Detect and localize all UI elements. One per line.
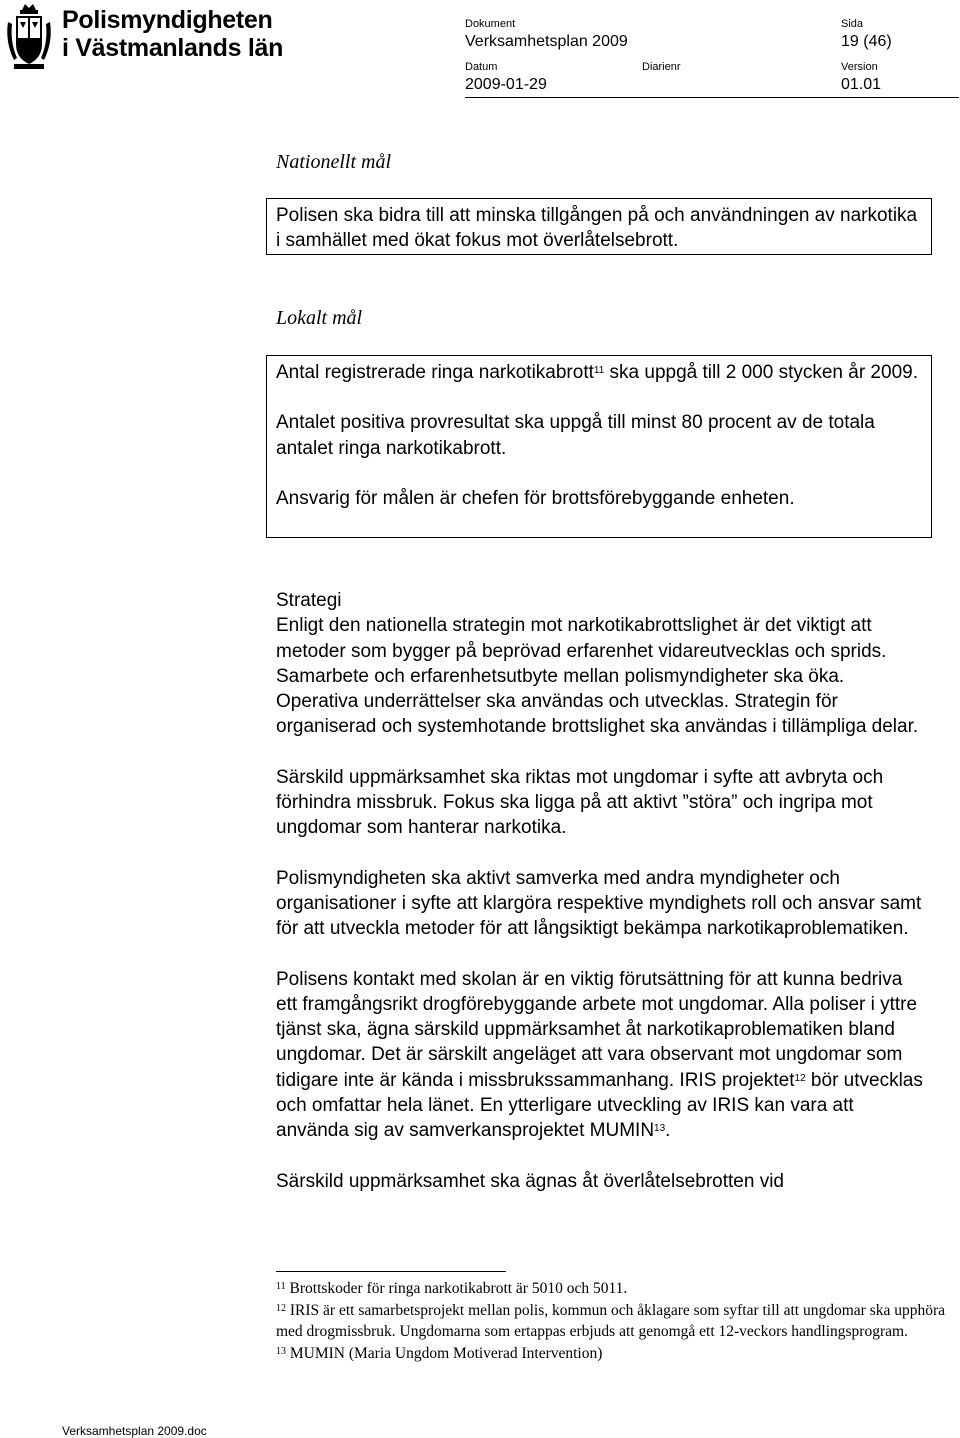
footnote-12: $^{12}$ IRIS är ett samarbetsprojekt mellan polis, kommun och åklagare som syftar till att ungdomar ska upphöra med drogmissbruk. Ungdomarna som ertappas erbjuds att genomgå ett 12-veckors handlingsprogram. <box>276 1301 946 1340</box>
version-label: Version <box>841 61 878 73</box>
footnote-ref-11[interactable]: 11 <box>593 365 605 376</box>
date-value: 2009-01-29 <box>465 76 547 93</box>
footnote-ref-12[interactable]: 12 <box>794 1072 806 1084</box>
document-value: Verksamhetsplan 2009 <box>465 33 628 50</box>
page-value: 19 (46) <box>841 33 892 50</box>
strategy-section <box>276 588 926 1194</box>
date-label: Datum <box>465 61 498 73</box>
version-value: 01.01 <box>841 76 882 93</box>
strategy-paragraph-3: Polismyndigheten ska aktivt samverka med andra myndigheter och organisationer i syfte att klargöra respektive myndighets roll och ansvar samt för att utveckla metoder för att långsiktigt bekämpa narkotikaproblematiken. <box>276 867 922 940</box>
footnote-ref-13[interactable]: 13 <box>654 1123 666 1135</box>
organization-logo-text: Polismyndigheten i Västmanlands län <box>62 6 284 62</box>
national-goal-text: Polisen ska bidra till att minska tillgången på och användningen av narkotika i samhället med ökat fokus mot överlåtelsebrott. <box>276 205 918 252</box>
local-goal-heading: Lokalt mål <box>276 307 363 329</box>
local-goal-paragraph-2: Antalet positiva provresultat ska uppgå till minst 80 procent av de totala antalet ringa narkotikabrott. <box>276 412 875 459</box>
national-goal-heading: Nationellt mål <box>276 151 391 173</box>
strategy-heading: Strategi <box>276 590 342 611</box>
local-goal-paragraph-1: Antal registrerade ringa narkotikabrott$^{11}$ ska uppgå till 2 000 stycken år 2009. <box>276 362 918 383</box>
header-divider <box>465 97 959 98</box>
local-goal-text <box>276 360 926 511</box>
footer-filename: Verksamhetsplan 2009.doc <box>62 1424 207 1438</box>
strategy-paragraph-5: Särskild uppmärksamhet ska ägnas åt överlåtelsebrotten vid <box>276 1170 784 1192</box>
footnote-separator <box>276 1271 506 1272</box>
page-label: Sida <box>841 18 864 30</box>
strategy-paragraph-2: Särskild uppmärksamhet ska riktas mot ungdomar i syfte att avbryta och förhindra missbruk. Fokus ska ligga på att aktivt ”störa” och ingripa mot ungdomar som hanterar narkotika. <box>276 766 884 839</box>
strategy-paragraph-1: Enligt den nationella strategin mot narkotikabrottslighet är det viktigt att metoder som bygger på beprövad erfarenhet vidareutvecklas och sprids. Samarbete och erfarenhetsutbyte mellan polismyndigheter ska öka. Operativa underrättelser ska användas och utvecklas. Strategin för organiserad och systemhotande brottslighet ska användas i tillämpliga delar. <box>276 615 919 738</box>
diarienr-label: Diarienr <box>642 61 681 73</box>
footnote-13: $^{13}$ MUMIN (Maria Ungdom Motiverad Intervention) <box>276 1344 603 1362</box>
footnotes <box>276 1278 956 1364</box>
local-goal-paragraph-3: Ansvarig för målen är chefen för brottsförebyggande enheten. <box>276 487 795 509</box>
document-label: Dokument <box>465 18 516 30</box>
footnote-11: $^{11}$ Brottskoder för ringa narkotikabrott är 5010 och 5011. <box>276 1280 628 1297</box>
coat-of-arms-icon <box>4 2 54 70</box>
strategy-paragraph-4: Polisens kontakt med skolan är en viktig förutsättning för att kunna bedriva ett framgångsrikt drogförebyggande arbete mot ungdomar. Alla poliser i yttre tjänst ska, ägna särskild uppmärksamhet åt narkotikaproblematiken bland ungdomar. Det är särskilt angeläget att vara observant mot ungdomar som tidigare inte är kända i missbrukssammanhang. IRIS projektet$^{12}$ bör utvecklas och omfattar hela länet. En ytterligare utveckling av IRIS kan vara att använda sig av samverkansprojektet MUMIN$^{13}$. <box>276 968 923 1142</box>
